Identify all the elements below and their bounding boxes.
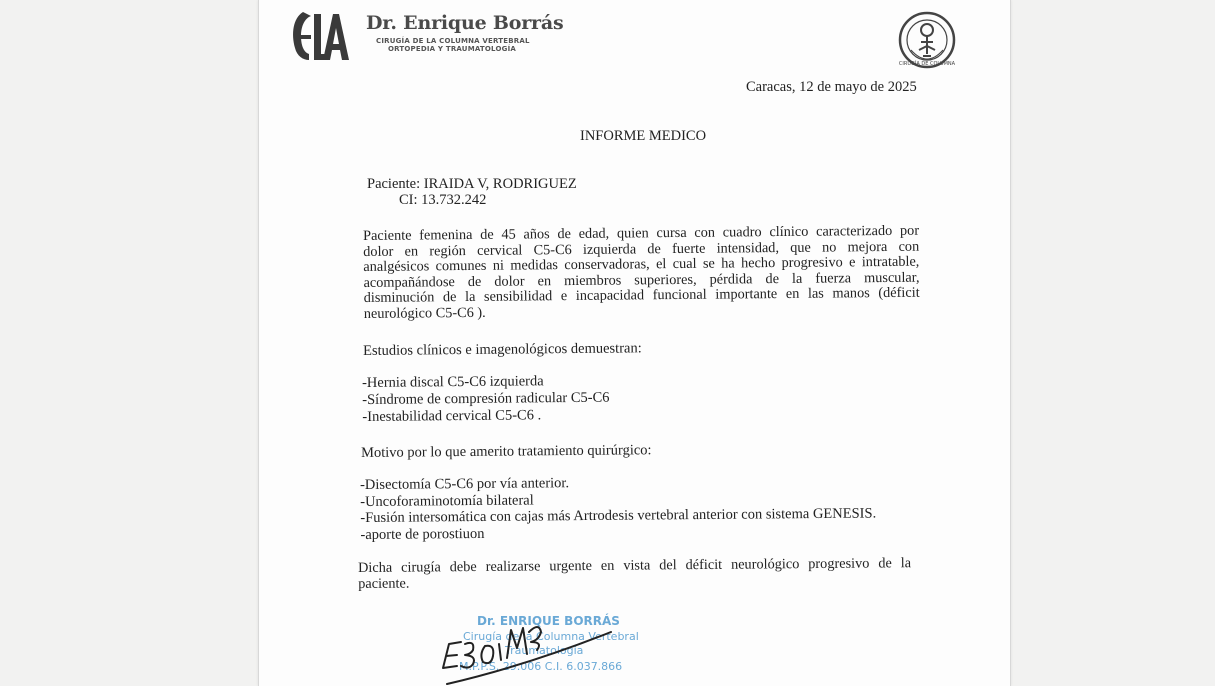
procedure-item: -Uncoforaminotomía bilateral bbox=[360, 491, 534, 510]
seal-text: CIRUGÍA DE COLUMNA bbox=[898, 61, 956, 67]
study-item: -Inestabilidad cervical C5-C6 . bbox=[362, 407, 542, 425]
doctor-name: Dr. Enrique Borrás bbox=[366, 12, 564, 34]
patient-id: CI: 13.732.242 bbox=[399, 192, 487, 208]
study-item: -Síndrome de compresión radicular C5-C6 bbox=[362, 389, 610, 408]
study-item: -Hernia discal C5-C6 izquierda bbox=[361, 373, 544, 391]
patient-name: Paciente: IRAIDA V, RODRIGUEZ bbox=[367, 176, 577, 192]
stamp-traumatology: Traumatología bbox=[505, 644, 584, 657]
handwritten-signature bbox=[435, 600, 615, 686]
description-line: Paciente femenina de 45 años de edad, quien cursa con cuadro clínico caracterizado por bbox=[363, 222, 920, 244]
stamp-specialty: Cirugía de la Columna Vertebral bbox=[463, 630, 639, 643]
stamp-name: Dr. ENRIQUE BORRÁS bbox=[477, 614, 620, 628]
procedure-item: -Fusión intersomática con cajas más Artrodesis vertebral anterior con sistema GENESIS. bbox=[360, 505, 877, 526]
clinical-description bbox=[363, 223, 920, 322]
closing-line: paciente. bbox=[358, 575, 410, 592]
description-line: neurológico C5-C6 ). bbox=[363, 304, 486, 322]
motive-heading: Motivo por lo que amerito tratamiento quirúrgico: bbox=[360, 442, 652, 461]
monogram-logo bbox=[289, 8, 351, 64]
letter-page bbox=[258, 0, 1011, 686]
studies-list bbox=[362, 374, 610, 427]
specialty-line-2: ORTOPEDIA Y TRAUMATOLOGÍA bbox=[388, 45, 516, 53]
closing-line: Dicha cirugía debe realizarse urgente en vista del déficit neurológico progresivo de la bbox=[358, 555, 912, 576]
specialty-line-1: CIRUGÍA DE LA COLUMNA VERTEBRAL bbox=[376, 37, 530, 45]
document-title: INFORME MEDICO bbox=[580, 128, 707, 144]
closing-paragraph bbox=[358, 555, 911, 592]
studies-heading: Estudios clínicos e imagenológicos demuestran: bbox=[362, 340, 642, 359]
procedures-list bbox=[360, 473, 876, 543]
procedure-item: -Disectomía C5-C6 por vía anterior. bbox=[359, 475, 570, 493]
column-surgery-seal bbox=[897, 10, 957, 70]
description-line: analgésicos comunes ni medidas conservadoras, el cual se ha hecho progresivo e intratable, bbox=[363, 253, 920, 276]
letter-date: Caracas, 12 de mayo de 2025 bbox=[746, 79, 917, 95]
description-line: disminución de la sensibilidad e incapacidad funcional importante en las manos (déficit bbox=[363, 285, 920, 307]
description-line: acompañándose de dolor en miembros superiores, pérdida de la fuerza muscular, bbox=[363, 269, 920, 291]
stamp-registration: M.P.P.S. 29.006 C.I. 6.037.866 bbox=[459, 660, 623, 673]
description-line: dolor en región cervical C5-C6 izquierda de fuerte intensidad, que no mejora con bbox=[363, 238, 920, 260]
procedure-item: -aporte de porostiuon bbox=[360, 525, 485, 543]
